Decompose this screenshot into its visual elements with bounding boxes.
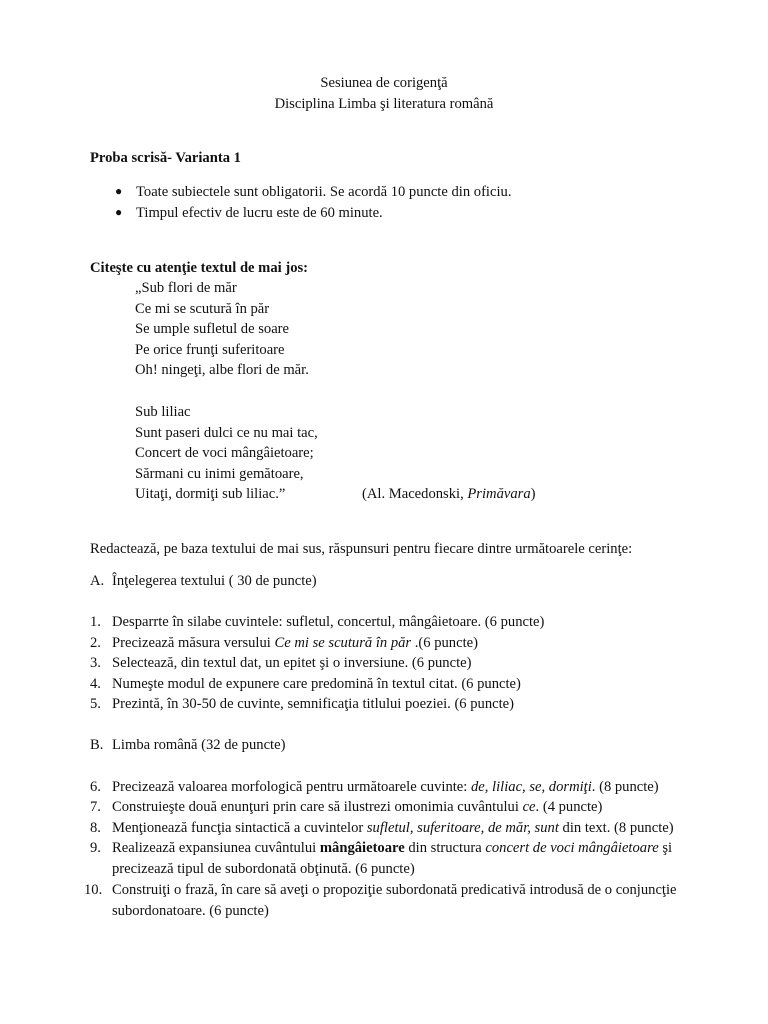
attribution-author: (Al. Macedonski,: [362, 486, 468, 502]
item-number: 1.: [90, 614, 101, 630]
item-text: .(6 puncte): [411, 635, 478, 651]
poem-line: Ce mi se scutură în păr: [135, 301, 270, 317]
attribution-title: Primăvara: [467, 486, 531, 502]
item-number: 2.: [90, 635, 101, 651]
poem-line: Uitaţi, dormiţi sub liliac.”: [135, 486, 286, 502]
item-number: 3.: [90, 655, 101, 671]
item-keyword: mângâietoare: [319, 840, 405, 856]
session-heading: Sesiunea de corigenţă: [320, 75, 448, 91]
item-text: Realizează expansiunea cuvântului: [112, 840, 320, 856]
list-item: Numeşte modul de expunere care predomină în textul citat. (6 puncte): [112, 676, 521, 692]
poem-line: Sub liliac: [135, 404, 191, 420]
item-number: 4.: [90, 676, 101, 692]
item-quote: sufletul, suferitoare, de măr, sunt: [366, 820, 559, 836]
attribution-close: ): [530, 486, 536, 502]
task-intro: Redactează, pe baza textului de mai sus, răspunsuri pentru fiecare dintre următoarele cerinţe:: [90, 541, 633, 557]
list-item: Construiţi o frază, în care să aveţi o propoziţie subordonată predicativă introdusă de o conjuncţie: [112, 882, 677, 898]
list-item: [112, 838, 672, 858]
bullet-icon: ●: [115, 205, 123, 219]
poem-line: „Sub flori de măr: [135, 280, 237, 296]
poem-line: Sărmani cu inimi gemătoare,: [135, 466, 304, 482]
item-text: şi: [658, 840, 673, 856]
item-text: Menţionează funcţia sintactică a cuvintelor: [112, 820, 367, 836]
poem-line: Oh! ningeţi, albe flori de măr.: [135, 362, 309, 378]
item-text: din structura: [404, 840, 486, 856]
item-text: . (4 puncte): [535, 799, 603, 815]
read-instruction: Citeşte cu atenţie textul de mai jos:: [90, 260, 309, 276]
item-text: Precizează valoarea morfologică pentru următoarele cuvinte:: [112, 779, 471, 795]
list-item-continuation: precizează tipul de subordonată obţinută. (6 puncte): [112, 861, 415, 877]
item-number: 8.: [90, 820, 101, 836]
discipline-heading: Disciplina Limba şi literatura română: [274, 96, 494, 112]
poem-attribution: [362, 484, 536, 504]
item-quote: Ce mi se scutură în păr: [274, 635, 412, 651]
list-item: [112, 797, 602, 817]
poem-line: Sunt paseri dulci ce nu mai tac,: [135, 425, 318, 441]
list-item: Desparrte în silabe cuvintele: sufletul, concertul, mângâietoare. (6 puncte): [112, 614, 545, 630]
item-number: 10.: [84, 882, 103, 898]
item-quote: concert de voci mângâietoare: [485, 840, 659, 856]
list-item-continuation: subordonatoare. (6 puncte): [112, 903, 269, 919]
item-number: 5.: [90, 696, 101, 712]
list-item: [112, 633, 478, 653]
rule-item: Toate subiectele sunt obligatorii. Se acordă 10 puncte din oficiu.: [136, 184, 512, 200]
item-text: Construieşte două enunţuri prin care să ilustrezi omonimia cuvântului: [112, 799, 523, 815]
bullet-icon: ●: [115, 184, 123, 198]
rule-item: Timpul efectiv de lucru este de 60 minute.: [136, 205, 383, 221]
list-item: Prezintă, în 30-50 de cuvinte, semnificaţia titlului poeziei. (6 puncte): [112, 696, 515, 712]
section-title: Limba română (32 de puncte): [112, 737, 286, 753]
poem-line: Se umple sufletul de soare: [135, 321, 290, 337]
list-item: [112, 777, 659, 797]
item-text: din text. (8 puncte): [558, 820, 674, 836]
section-letter: B.: [90, 737, 104, 753]
list-item: [112, 818, 674, 838]
section-title: Înţelegerea textului ( 30 de puncte): [112, 573, 317, 589]
list-item: Selectează, din textul dat, un epitet şi o inversiune. (6 puncte): [112, 655, 472, 671]
item-number: 6.: [90, 779, 101, 795]
test-title: Proba scrisă- Varianta 1: [90, 150, 241, 166]
section-letter: A.: [90, 573, 105, 589]
item-number: 9.: [90, 840, 101, 856]
item-text: . (8 puncte): [591, 779, 659, 795]
item-number: 7.: [90, 799, 101, 815]
poem-line: Concert de voci mângâietoare;: [135, 445, 314, 461]
item-quote: ce: [522, 799, 536, 815]
item-text: Precizează măsura versului: [112, 635, 275, 651]
poem-line: Pe orice frunţi suferitoare: [135, 342, 285, 358]
item-quote: de, liliac, se, dormiţi: [470, 779, 592, 795]
